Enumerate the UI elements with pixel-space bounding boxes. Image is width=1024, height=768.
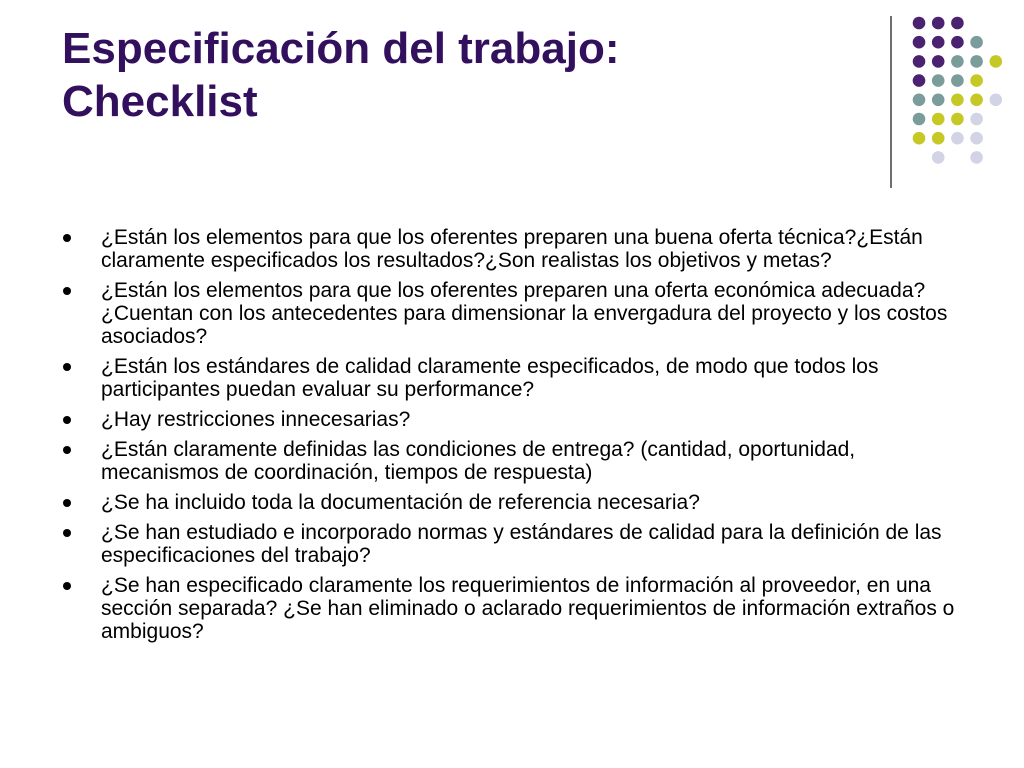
checklist-item xyxy=(62,521,962,567)
checklist-item-text: ¿Están claramente definidas las condiciones de entrega? (cantidad, oportunidad, mecanismos de coordinación, tiempos de respuesta) xyxy=(101,438,856,484)
bullet-icon xyxy=(63,363,71,371)
bullet-icon xyxy=(63,416,71,424)
decorative-dot xyxy=(932,132,945,145)
checklist-item-text: ¿Hay restricciones innecesarias? xyxy=(101,408,411,431)
bullet-icon xyxy=(63,234,71,242)
decorative-dot xyxy=(913,94,926,107)
decorative-dot xyxy=(990,55,1003,68)
checklist-item xyxy=(62,279,962,348)
decorative-dot xyxy=(970,36,983,49)
checklist-item xyxy=(62,491,962,514)
bullet-icon xyxy=(63,529,71,537)
decorative-dot xyxy=(951,55,964,68)
decorative-dot xyxy=(951,113,964,126)
checklist-item-text: ¿Se han estudiado e incorporado normas y estándares de calidad para la definición de las especificaciones del trabajo? xyxy=(101,521,942,567)
decorative-dot xyxy=(970,55,983,68)
decorative-dot xyxy=(951,132,964,145)
decorative-dot xyxy=(970,94,983,107)
checklist-item-text: ¿Están los elementos para que los oferentes preparen una oferta económica adecuada? ¿Cuentan con los antecedentes para dimensionar la envergadura del proyecto y los costos asociados? xyxy=(101,279,948,348)
decorative-dot xyxy=(951,94,964,107)
decorative-dot xyxy=(932,151,945,164)
checklist-item-text: ¿Están los estándares de calidad claramente especificados, de modo que todos los participantes puedan evaluar su performance? xyxy=(101,355,879,401)
checklist-item-text: ¿Se han especificado claramente los requerimientos de información al proveedor, en una sección separada? ¿Se han eliminado o aclarado requerimientos de información extraños o ambiguos? xyxy=(101,574,955,643)
decorative-dot xyxy=(990,94,1003,107)
checklist-item xyxy=(62,226,962,272)
decorative-dot xyxy=(932,94,945,107)
checklist-item xyxy=(62,574,962,643)
bullet-icon xyxy=(63,499,71,507)
decorative-dot xyxy=(970,132,983,145)
bullet-icon xyxy=(63,446,71,454)
checklist xyxy=(62,226,962,650)
decorative-dot xyxy=(913,74,926,87)
decorative-dot xyxy=(951,17,964,30)
checklist-item xyxy=(62,438,962,484)
bullet-icon xyxy=(63,287,71,295)
bullet-icon xyxy=(63,582,71,590)
decorative-dot xyxy=(913,55,926,68)
checklist-item xyxy=(62,355,962,401)
decorative-dot xyxy=(932,55,945,68)
decorative-dot xyxy=(932,36,945,49)
decorative-dot xyxy=(932,113,945,126)
decorative-dot xyxy=(970,113,983,126)
decorative-dot xyxy=(970,74,983,87)
title-line-2: Checklist xyxy=(62,77,258,126)
decorative-dot xyxy=(951,74,964,87)
decorative-dot xyxy=(913,36,926,49)
decorative-dot-grid xyxy=(0,0,1024,200)
title-line-1: Especificación del trabajo: xyxy=(62,24,620,73)
decorative-dot xyxy=(913,17,926,30)
decorative-dot xyxy=(932,17,945,30)
checklist-item-text: ¿Están los elementos para que los oferentes preparen una buena oferta técnica?¿Están claramente especificados los resultados?¿Son realistas los objetivos y metas? xyxy=(101,226,923,272)
checklist-item-text: ¿Se ha incluido toda la documentación de referencia necesaria? xyxy=(101,491,700,514)
decorative-dot xyxy=(913,132,926,145)
checklist-item xyxy=(62,408,962,431)
decorative-dot xyxy=(951,36,964,49)
decorative-dot xyxy=(913,113,926,126)
decorative-dot xyxy=(970,151,983,164)
decorative-dot xyxy=(932,74,945,87)
